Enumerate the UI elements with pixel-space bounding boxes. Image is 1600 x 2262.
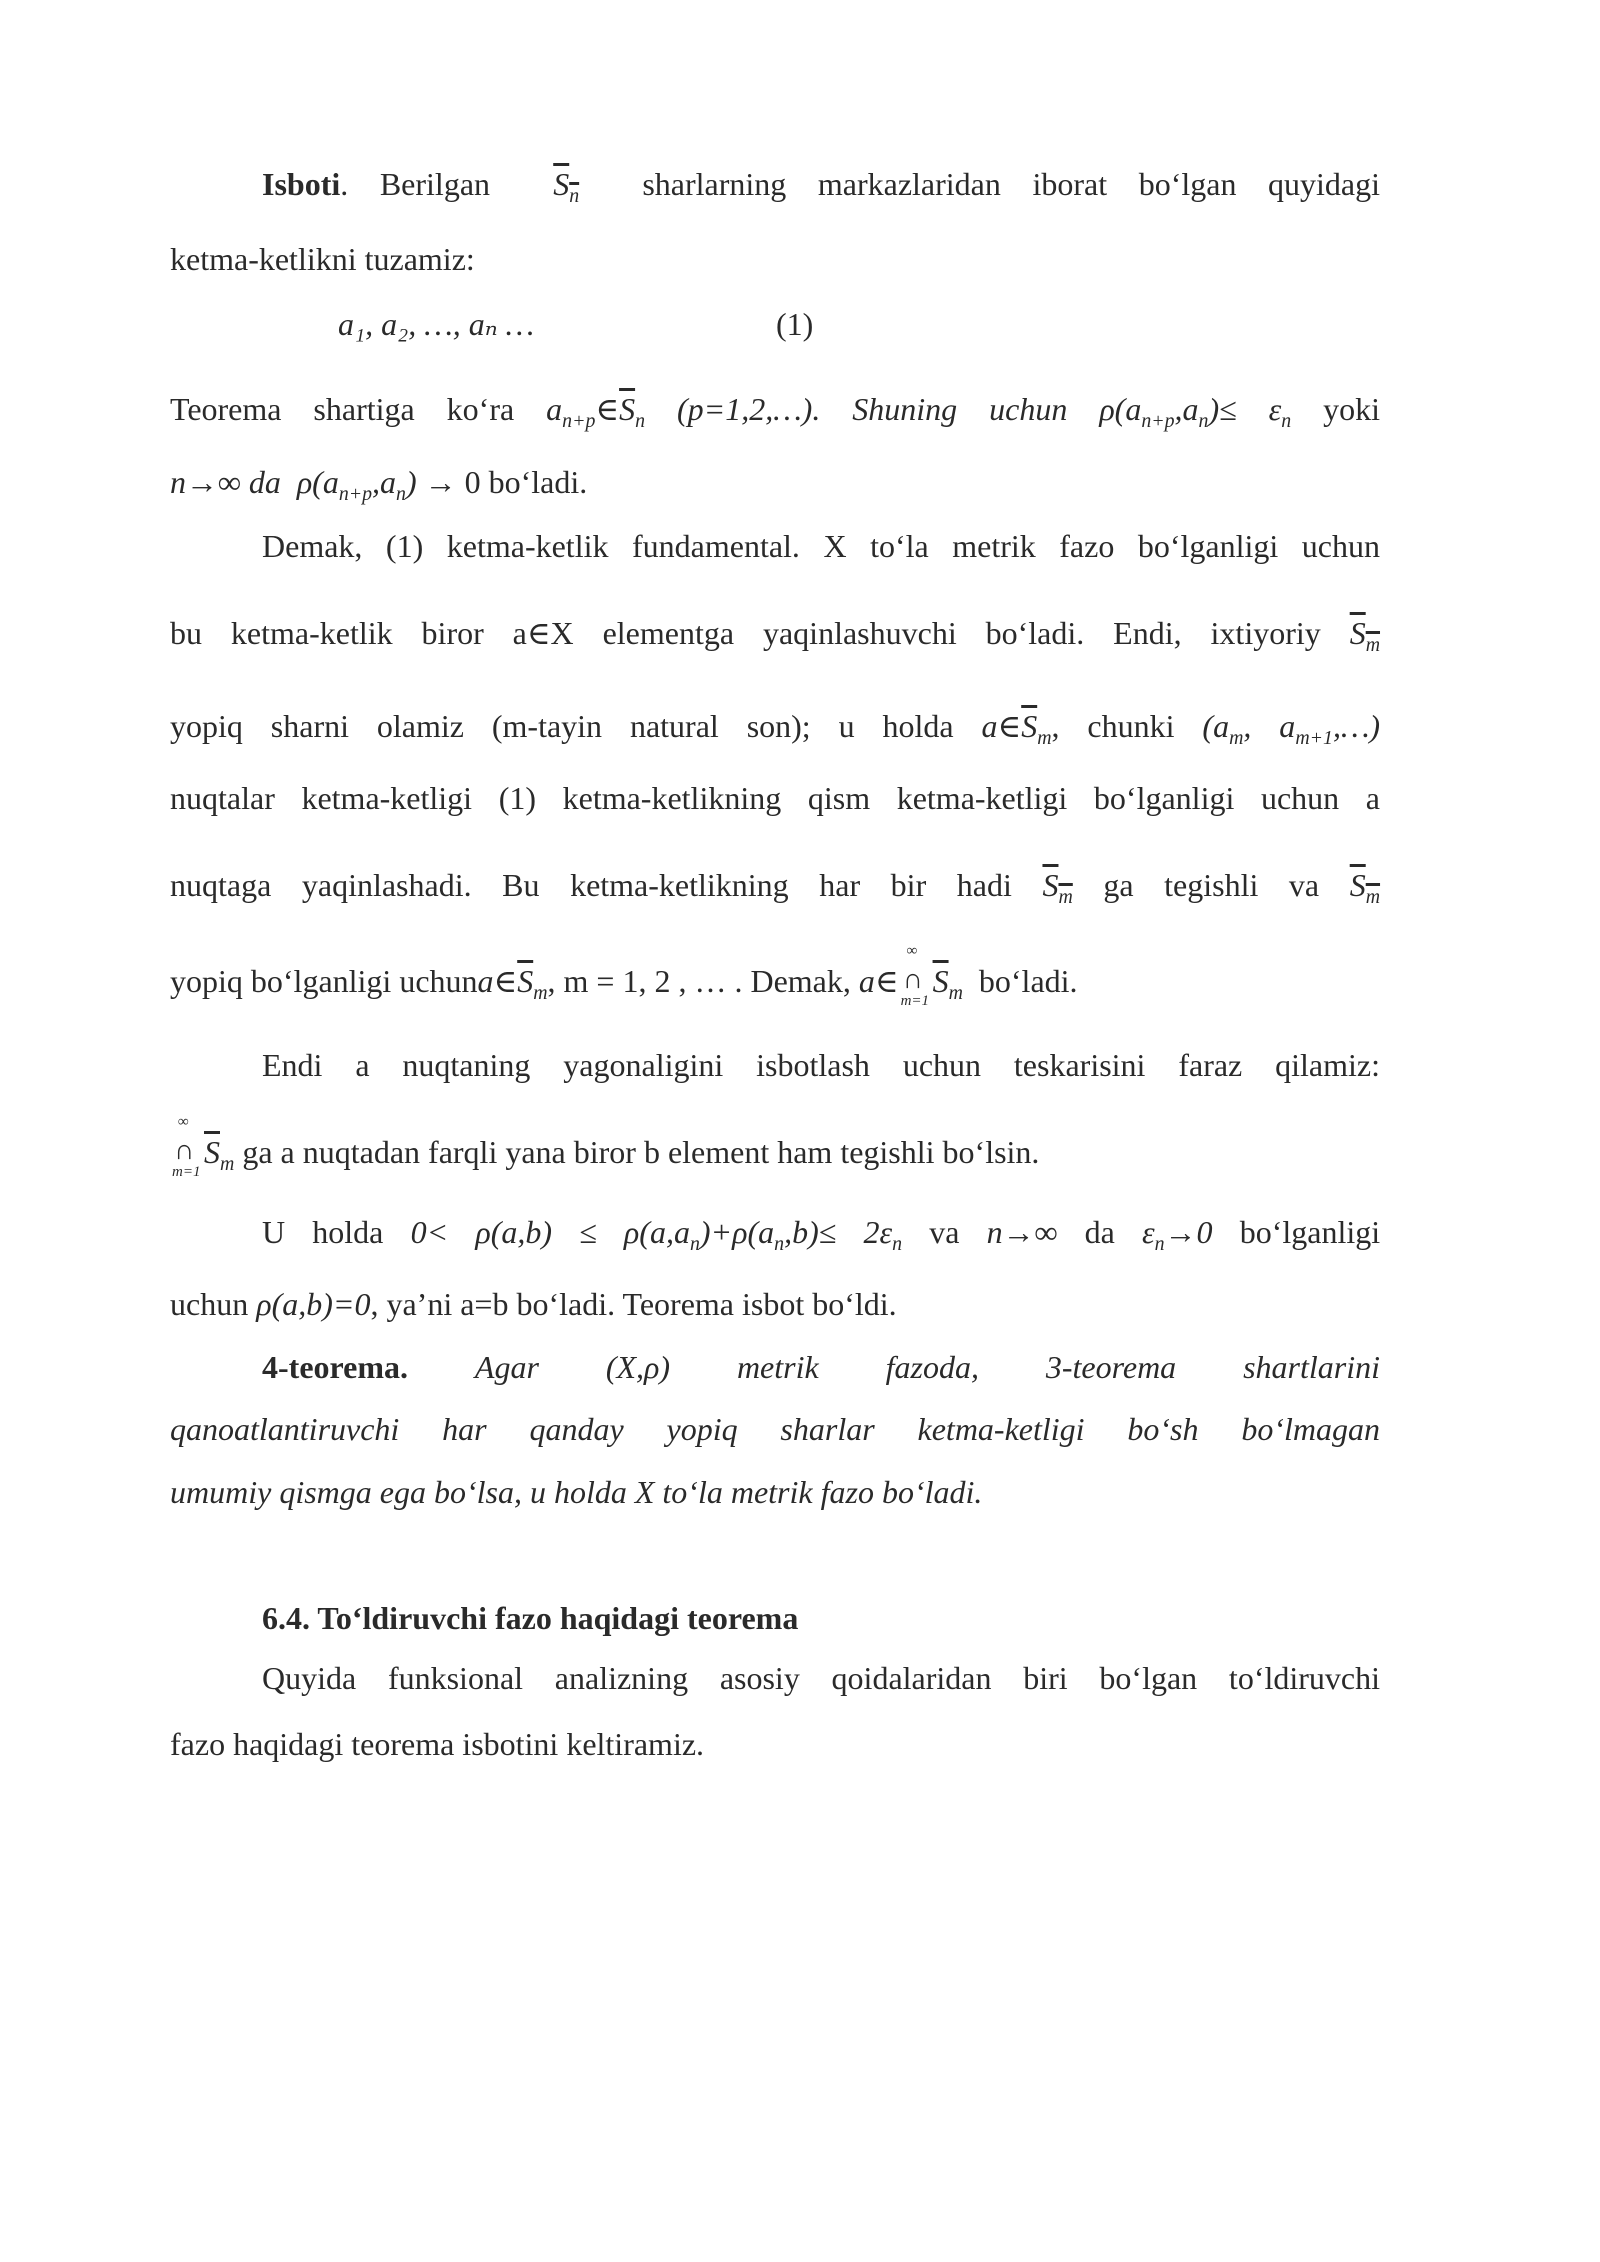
theorem4-line-2: qanoatlantiruvchi har qanday yopiq sharlar ketma-ketligi bo‘sh bo‘lmagan [170,1411,1380,1447]
proof-line-13: U holda $0< \rho(a,b) \le \rho(a,a_n)+\rho(a_n,b)\le 2\varepsilon_n$ va n→∞ da $\varepsilon_n\to 0$ bo‘lganligi [262,1214,1381,1255]
proof-line-1: Isboti. Berilgan $S_n$ sharlarning markazlaridan iborat bo‘lgan quyidagi [262,166,1381,207]
proof-line-6: bu ketma-ketlik biror a∈X elementga yaqinlashuvchi bo‘ladi. Endi, ixtiyoriy $S_m$ [170,615,1381,656]
proof-line-9: nuqtaga yaqinlashadi. Bu ketma-ketlikning har bir hadi $S_m$ ga tegishli va $S_m$ [170,867,1381,908]
proof-line-4: n→∞ da $\rho(a_{n+p},a_n) \to 0$ bo‘ladi. [170,464,588,505]
formula-S-m-2: $S_m$ [1042,867,1073,908]
proof-line-2: ketma-ketlikni tuzamiz: [170,241,475,277]
theorem4-line-3: umumiy qismga ega bo‘lsa, u holda X to‘la metrik fazo bo‘ladi. [170,1474,983,1510]
formula-membership: $a_{n+p}\in\overline{S}_n$ [546,391,645,432]
formula-S-m-3: $S_m$ [1349,867,1381,908]
formula-a-in-S-m-2: $a\in\overline{S}_m$ [477,963,548,1004]
section-heading: 6.4. To‘ldiruvchi fazo haqidagi teorema [262,1600,799,1636]
formula-rho-zero: ρ(a,b)=0 [256,1286,371,1322]
formula-intersection: a∈ [858,963,899,999]
theorem4-label: 4-teorema [262,1349,400,1385]
formula-S-n: $S_n$ [553,166,580,207]
proof-line-5: Demak, (1) ketma-ketlik fundamental. X to‘la metrik fazo bo‘lganligi uchun [262,528,1380,564]
proof-label: Isboti [262,166,341,202]
formula-subsequence: ($a_m$, $a_{m+1},\dots$) [1202,708,1381,749]
formula-limit: $\rho(a_{n+p},a_n)$ [296,464,417,505]
proof-line-7: yopiq sharni olamiz (m-tayin natural son); u holda $a\in\overline{S}_m$, chunki ($a_m$, $a_{m+1},\dots$) [170,708,1381,749]
formula-S-m: $S_m$ [1349,615,1381,656]
intersection-symbol-2: ∞ ∩ m=1 [172,1114,201,1180]
proof-line-12: ∞ ∩ m=1 $\overline{S}_m$ ga a nuqtadan farqli yana biror b element ham tegishli bo‘lsin. [172,1114,1040,1180]
equation-number: (1) [776,306,814,342]
formula-a-in-S-m: $a\in\overline{S}_m$ [981,708,1052,749]
proof-line-11: Endi a nuqtaning yagonaligini isbotlash uchun teskarisini faraz qilamiz: [262,1047,1380,1083]
proof-line-3: Teorema shartiga ko‘ra $a_{n+p}\in\overline{S}_n$ (p=1,2,…). Shuning uchun $\rho(a_{n+p},a_n)\le \varepsilon_n$ yoki [170,391,1381,432]
proof-line-10: yopiq bo‘lganligi $uchuna\in\overline{S}_m$, m = 1, 2 , … . Demak, a∈ ∞ ∩ m=1 $\overline{S}_m$ bo‘ladi. [170,943,1078,1009]
section-line-1: Quyida funksional analizning asosiy qoidalaridan biri bo‘lgan to‘ldiruvchi [262,1660,1380,1696]
theorem4-line-1: 4-teorema. Agar (X,ρ) metrik fazoda, 3-teorema shartlarini [262,1349,1380,1385]
section-line-2: fazo haqidagi teorema isbotini keltiramiz. [170,1726,705,1762]
sequence-formula: a₁, a₂, …, aₙ … [338,306,535,342]
formula-triangle-inequality: $0< \rho(a,b) \le \rho(a,a_n)+\rho(a_n,b)\le 2\varepsilon_n$ [410,1214,902,1255]
intersection-symbol: ∞ ∩ m=1 [900,943,930,1009]
formula-distance: $\rho(a_{n+p},a_n)\le \varepsilon_n$ [1099,391,1292,432]
formula-epsilon-limit: $\varepsilon_n\to 0$ [1141,1214,1213,1255]
proof-line-8: nuqtalar ketma-ketligi (1) ketma-ketlikning qism ketma-ketligi bo‘lganligi uchun a [170,780,1380,816]
proof-line-14: uchun ρ(a,b)=0, ya’ni a=b bo‘ladi. Teorema isbot bo‘ldi. [170,1286,897,1322]
